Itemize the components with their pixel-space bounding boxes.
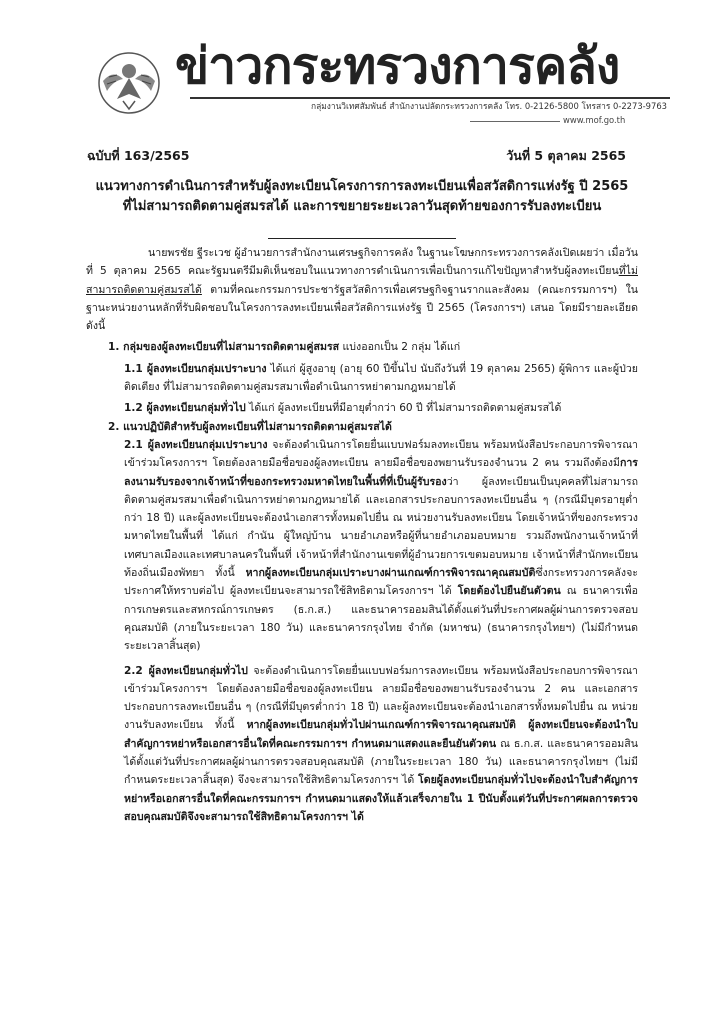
- release-date: วันที่ 5 ตุลาคม 2565: [506, 148, 626, 163]
- section-2-2: [86, 662, 638, 827]
- section-1-1-text: ได้แก่ ผู้สูงอายุ (อายุ 60 ปีขึ้นไป นับถึงวันที่ 19 ตุลาคม 2565) ผู้พิการ และผู้ป่วยติดเตียง ที่ไม่สามารถติดตามคู่สมรสมาเพื่อดำเนินการหย่าตามกฎหมายได้: [124, 362, 638, 394]
- section-2-1-heading: 2.1 ผู้ลงทะเบียนกลุ่มเปราะบาง: [124, 438, 268, 451]
- intro-text-continued: ตามที่คณะกรรมการประชารัฐสวัสดิการเพื่อเศรษฐกิจฐานรากและสังคม (คณะกรรมการฯ) ในฐานะหน่วยงานหลักที่รับผิดชอบในโครงการลงทะเบียนเพื่อสวัสดิการแห่งรัฐ ปี 2565 (โครงการฯ) เสนอ โดยมีรายละเอียดดังนี้: [86, 283, 638, 333]
- section-2-2-text-2: ณ ธ.ก.ส. และธนาคารออมสินได้ตั้งแต่วันที่ประกาศผลผู้ผ่านการตรวจสอบคุณสมบัติ (ภายในระยะเวลา 180 วัน) และธนาคารกรุงไทยฯ (ไม่มีกำหนดระยะเวลาสิ้นสุด) จึงจะสามารถใช้สิทธิตามโครงการฯ ได้: [124, 737, 639, 787]
- section-1-2-text: ได้แก่ ผู้ลงทะเบียนที่มีอายุต่ำกว่า 60 ปี ที่ไม่สามารถติดตามคู่สมรสได้: [245, 402, 562, 415]
- title-divider: [268, 238, 456, 239]
- section-2-2-bold-1: หากผู้ลงทะเบียนกลุ่มทั่วไปผ่านเกณฑ์การพิจารณาคุณสมบัติ ผู้ลงทะเบียนจะต้องนำใบสำคัญการหย่าหรือเอกสารอื่นใดที่คณะกรรมการฯ กำหนดมาแสดงและยืนยันตัวตน: [124, 719, 639, 750]
- document-body: [86, 244, 638, 826]
- section-2-1-bold-1: การลงนามรับรองจากเจ้าหน้าที่ของกระทรวงมหาดไทยในพื้นที่ที่เป็นผู้รับรอง: [124, 457, 638, 488]
- section-2-2-bold-2: โดยผู้ลงทะเบียนกลุ่มทั่วไปจะต้องนำใบสำคัญการหย่าหรือเอกสารอื่นใดที่คณะกรรมการฯ กำหนดมาแสดงให้แล้วเสร็จภายใน 1 ปีนับตั้งแต่วันที่ประกาศผลการตรวจสอบคุณสมบัติจึงจะสามารถใช้สิทธิตามโครงการฯ ได้: [124, 774, 638, 823]
- section-1-2-heading: 1.2 ผู้ลงทะเบียนกลุ่มทั่วไป: [124, 402, 246, 415]
- section-2-1-text-3: ซึ่งกระทรวงการคลังจะประกาศให้ทราบต่อไป ผู้ลงทะเบียนจะสามารถใช้สิทธิตามโครงการฯ ได้: [124, 567, 638, 598]
- section-2-1-text: จะต้องดำเนินการโดยยื่นแบบฟอร์มลงทะเบียน พร้อมหนังสือประกอบการพิจารณาเข้าร่วมโครงการฯ โดยต้องลายมือชื่อของผู้ลงทะเบียน ลายมือชื่อของพยานรับรองจำนวน 2 คน รวมถึงต้องมี: [124, 438, 638, 470]
- issue-number: ฉบับที่ 163/2565: [87, 148, 190, 163]
- intro-underlined-text: ที่ไม่สามารถติดตามคู่สมรสได้: [86, 265, 638, 296]
- section-2-1-text-4: ณ ธนาคารเพื่อการเกษตรและสหกรณ์การเกษตร (ธ.ก.ส.) และธนาคารออมสินได้ตั้งแต่วันที่ประกาศผลผู้ผ่านการตรวจสอบคุณสมบัติ (ภายในระยะเวลา 180 วัน) และธนาคารกรุงไทย จำกัด (มหาชน) (ธนาคารกรุงไทยฯ) (ไม่มีกำหนดระยะเวลาสิ้นสุด): [124, 585, 638, 653]
- section-1-heading: 1. กลุ่มของผู้ลงทะเบียนที่ไม่สามารถติดตามคู่สมรส: [108, 341, 340, 354]
- intro-text: นายพรชัย ฐีระเวช ผู้อำนวยการสำนักงานเศรษฐกิจการคลัง ในฐานะโฆษกกระทรวงการคลังเปิดเผยว่า เมื่อวันที่ 5 ตุลาคม 2565 คณะรัฐมนตรีมีมติเห็นชอบในแนวทางการดำเนินการเพื่อเป็นการแก้ไขปัญหาสำหรับผู้ลงทะเบียน: [86, 247, 638, 278]
- section-2-2-text: จะต้องดำเนินการโดยยื่นแบบฟอร์มการลงทะเบียน พร้อมหนังสือประกอบการพิจารณาเข้าร่วมโครงการฯ โดยต้องลายมือชื่อของผู้ลงทะเบียน ลายมือชื่อของพยานรับรองจำนวน 2 คน และเอกสารประกอบการลงทะเบียนอื่น ๆ (กรณีที่มีบุตรต่ำกว่า 18 ปี) และผู้ลงทะเบียนจะต้องนำเอกสารทั้งหมดไปยื่น ณ หน่วยงานรับลงทะเบียน ทั้งนี้: [124, 664, 638, 732]
- section-2-1-text-2: ว่า ผู้ลงทะเบียนเป็นบุคคลที่ไม่สามารถติดตามคู่สมรสมาเพื่อดำเนินการหย่าตามกฎหมายได้ และเอกสารประกอบการลงทะเบียนอื่น ๆ (กรณีมีบุตรอายุต่ำกว่า 18 ปี) และผู้ลงทะเบียนจะต้องนำเอกสารทั้งหมดไปยื่น ณ หน่วยงานรับลงทะเบียน โดยเจ้าหน้าที่ของกระทรวงมหาดไทยในพื้นที่ ได้แก่ กำนัน ผู้ใหญ่บ้าน นายอำเภอหรือผู้ที่นายอำเภอมอบหมาย รวมถึงพนักงานเจ้าหน้าที่เทศบาลเมืองและเทศบาลนครในพื้นที่ เจ้าหน้าที่สำนักงานเขตที่ผู้อำนวยการเขตมอบหมาย เจ้าหน้าที่สำนักทะเบียนท้องถิ่นเมืองพัทยา ทั้งนี้: [124, 475, 638, 580]
- section-1-2: [86, 399, 638, 417]
- title-line-2: ที่ไม่สามารถติดตามคู่สมรสได้ และการขยายระยะเวลาวันสุดท้ายของการรับลงทะเบียน: [122, 199, 602, 214]
- website-link[interactable]: www.mof.go.th: [563, 115, 626, 125]
- section-1-text: แบ่งออกเป็น 2 กลุ่ม ได้แก่: [339, 341, 461, 354]
- section-2-1: [86, 436, 638, 656]
- section-1-1: [86, 360, 638, 397]
- section-1: [86, 338, 638, 356]
- section-2-heading: 2. แนวปฏิบัติสำหรับผู้ลงทะเบียนที่ไม่สามารถติดตามคู่สมรสได้: [108, 420, 392, 433]
- garuda-emblem-icon: [97, 51, 161, 115]
- section-1-1-heading: 1.1 ผู้ลงทะเบียนกลุ่มเปราะบาง: [124, 362, 267, 375]
- section-2-2-heading: 2.2 ผู้ลงทะเบียนกลุ่มทั่วไป: [124, 664, 248, 677]
- title-line-1: แนวทางการดำเนินการสำหรับผู้ลงทะเบียนโครงการการลงทะเบียนเพื่อสวัสดิการแห่งรัฐ ปี 2565: [95, 179, 629, 194]
- website-divider: [470, 121, 560, 122]
- section-2-1-bold-2: หากผู้ลงทะเบียนกลุ่มเปราะบางผ่านเกณฑ์การพิจารณาคุณสมบัติ: [245, 567, 536, 580]
- section-2: [86, 418, 638, 436]
- document-title: [70, 177, 654, 217]
- section-2-1-bold-3: โดยต้องไปยืนยันตัวตน: [457, 585, 561, 598]
- masthead-title: ข่าวกระทรวงการคลัง: [175, 37, 620, 95]
- contact-address: กลุ่มงานวิเทศสัมพันธ์ สำนักงานปลัดกระทรวงการคลัง โทร. 0-2126-5800 โทรสาร 0-2273-9763: [311, 101, 667, 111]
- intro-paragraph: [86, 244, 638, 335]
